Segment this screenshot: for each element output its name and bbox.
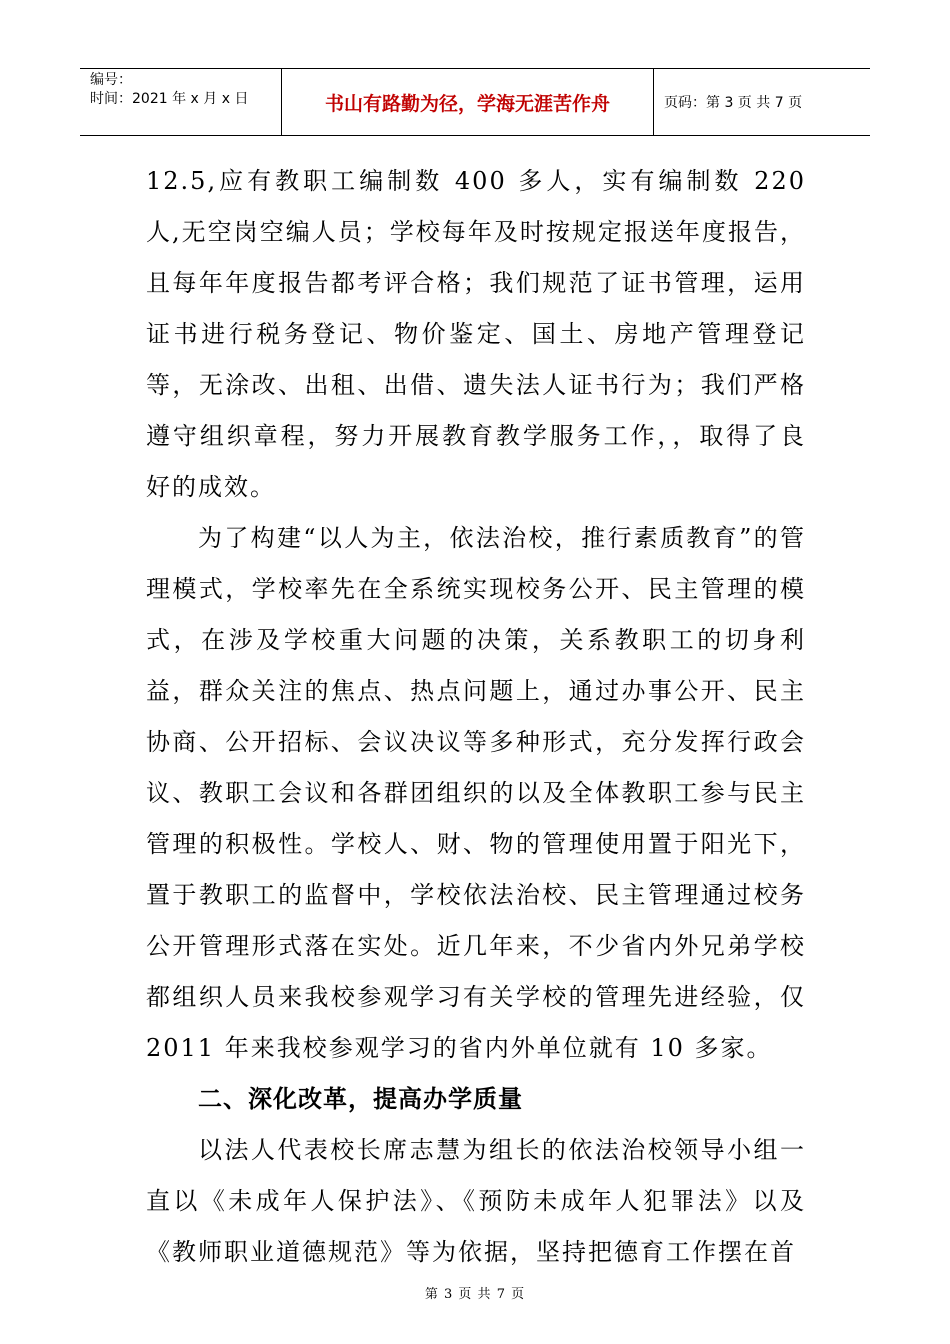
header-motto: 书山有路勤为径，学海无涯苦作舟 [282, 69, 654, 135]
page-header [80, 68, 870, 136]
header-meta [80, 69, 282, 135]
body-paragraph-3: 以法人代表校长席志慧为组长的依法治校领导小组一直以《未成年人保护法》、《预防未成年人犯罪法》以及《教师职业道德规范》等为依据，坚持把德育工作摆在首 [146, 1136, 806, 1266]
section-heading-2: 二、深化改革，提高办学质量 [198, 1085, 523, 1113]
document-number-label: 编号： [90, 72, 132, 88]
page-footer: 第 3 页 共 7 页 [424, 1287, 526, 1302]
document-date: 时间：2021 年 x 月 x 日 [90, 91, 249, 107]
body-paragraph-1: 12.5,应有教职工编制数 400 多人，实有编制数 220 人,无空岗空编人员；学校每年及时按规定报送年度报告，且每年年度报告都考评合格；我们规范了证书管理，运用证书进行税务登记、物价鉴定、国土、房地产管理登记等，无涂改、出租、出借、遗失法人证书行为；我们严格遵守组织章程，努力开展教育教学服务工作，，取得了良好的成效。 [146, 167, 806, 501]
document-body [146, 156, 806, 1278]
body-paragraph-2: 为了构建“以人为主，依法治校，推行素质教育”的管理模式，学校率先在全系统实现校务公开、民主管理的模式，在涉及学校重大问题的决策，关系教职工的切身利益，群众关注的焦点、热点问题上，通过办事公开、民主协商、公开招标、会议决议等多种形式，充分发挥行政会议、教职工会议和各群团组织的以及全体教职工参与民主管理的积极性。学校人、财、物的管理使用置于阳光下，置于教职工的监督中，学校依法治校、民主管理通过校务公开管理形式落在实处。近几年来，不少省内外兄弟学校都组织人员来我校参观学习有关学校的管理先进经验，仅 2011 年来我校参观学习的省内外单位就有 10 多家。 [146, 524, 806, 1062]
header-page-info: 页码：第 3 页 共 7 页 [664, 95, 803, 111]
